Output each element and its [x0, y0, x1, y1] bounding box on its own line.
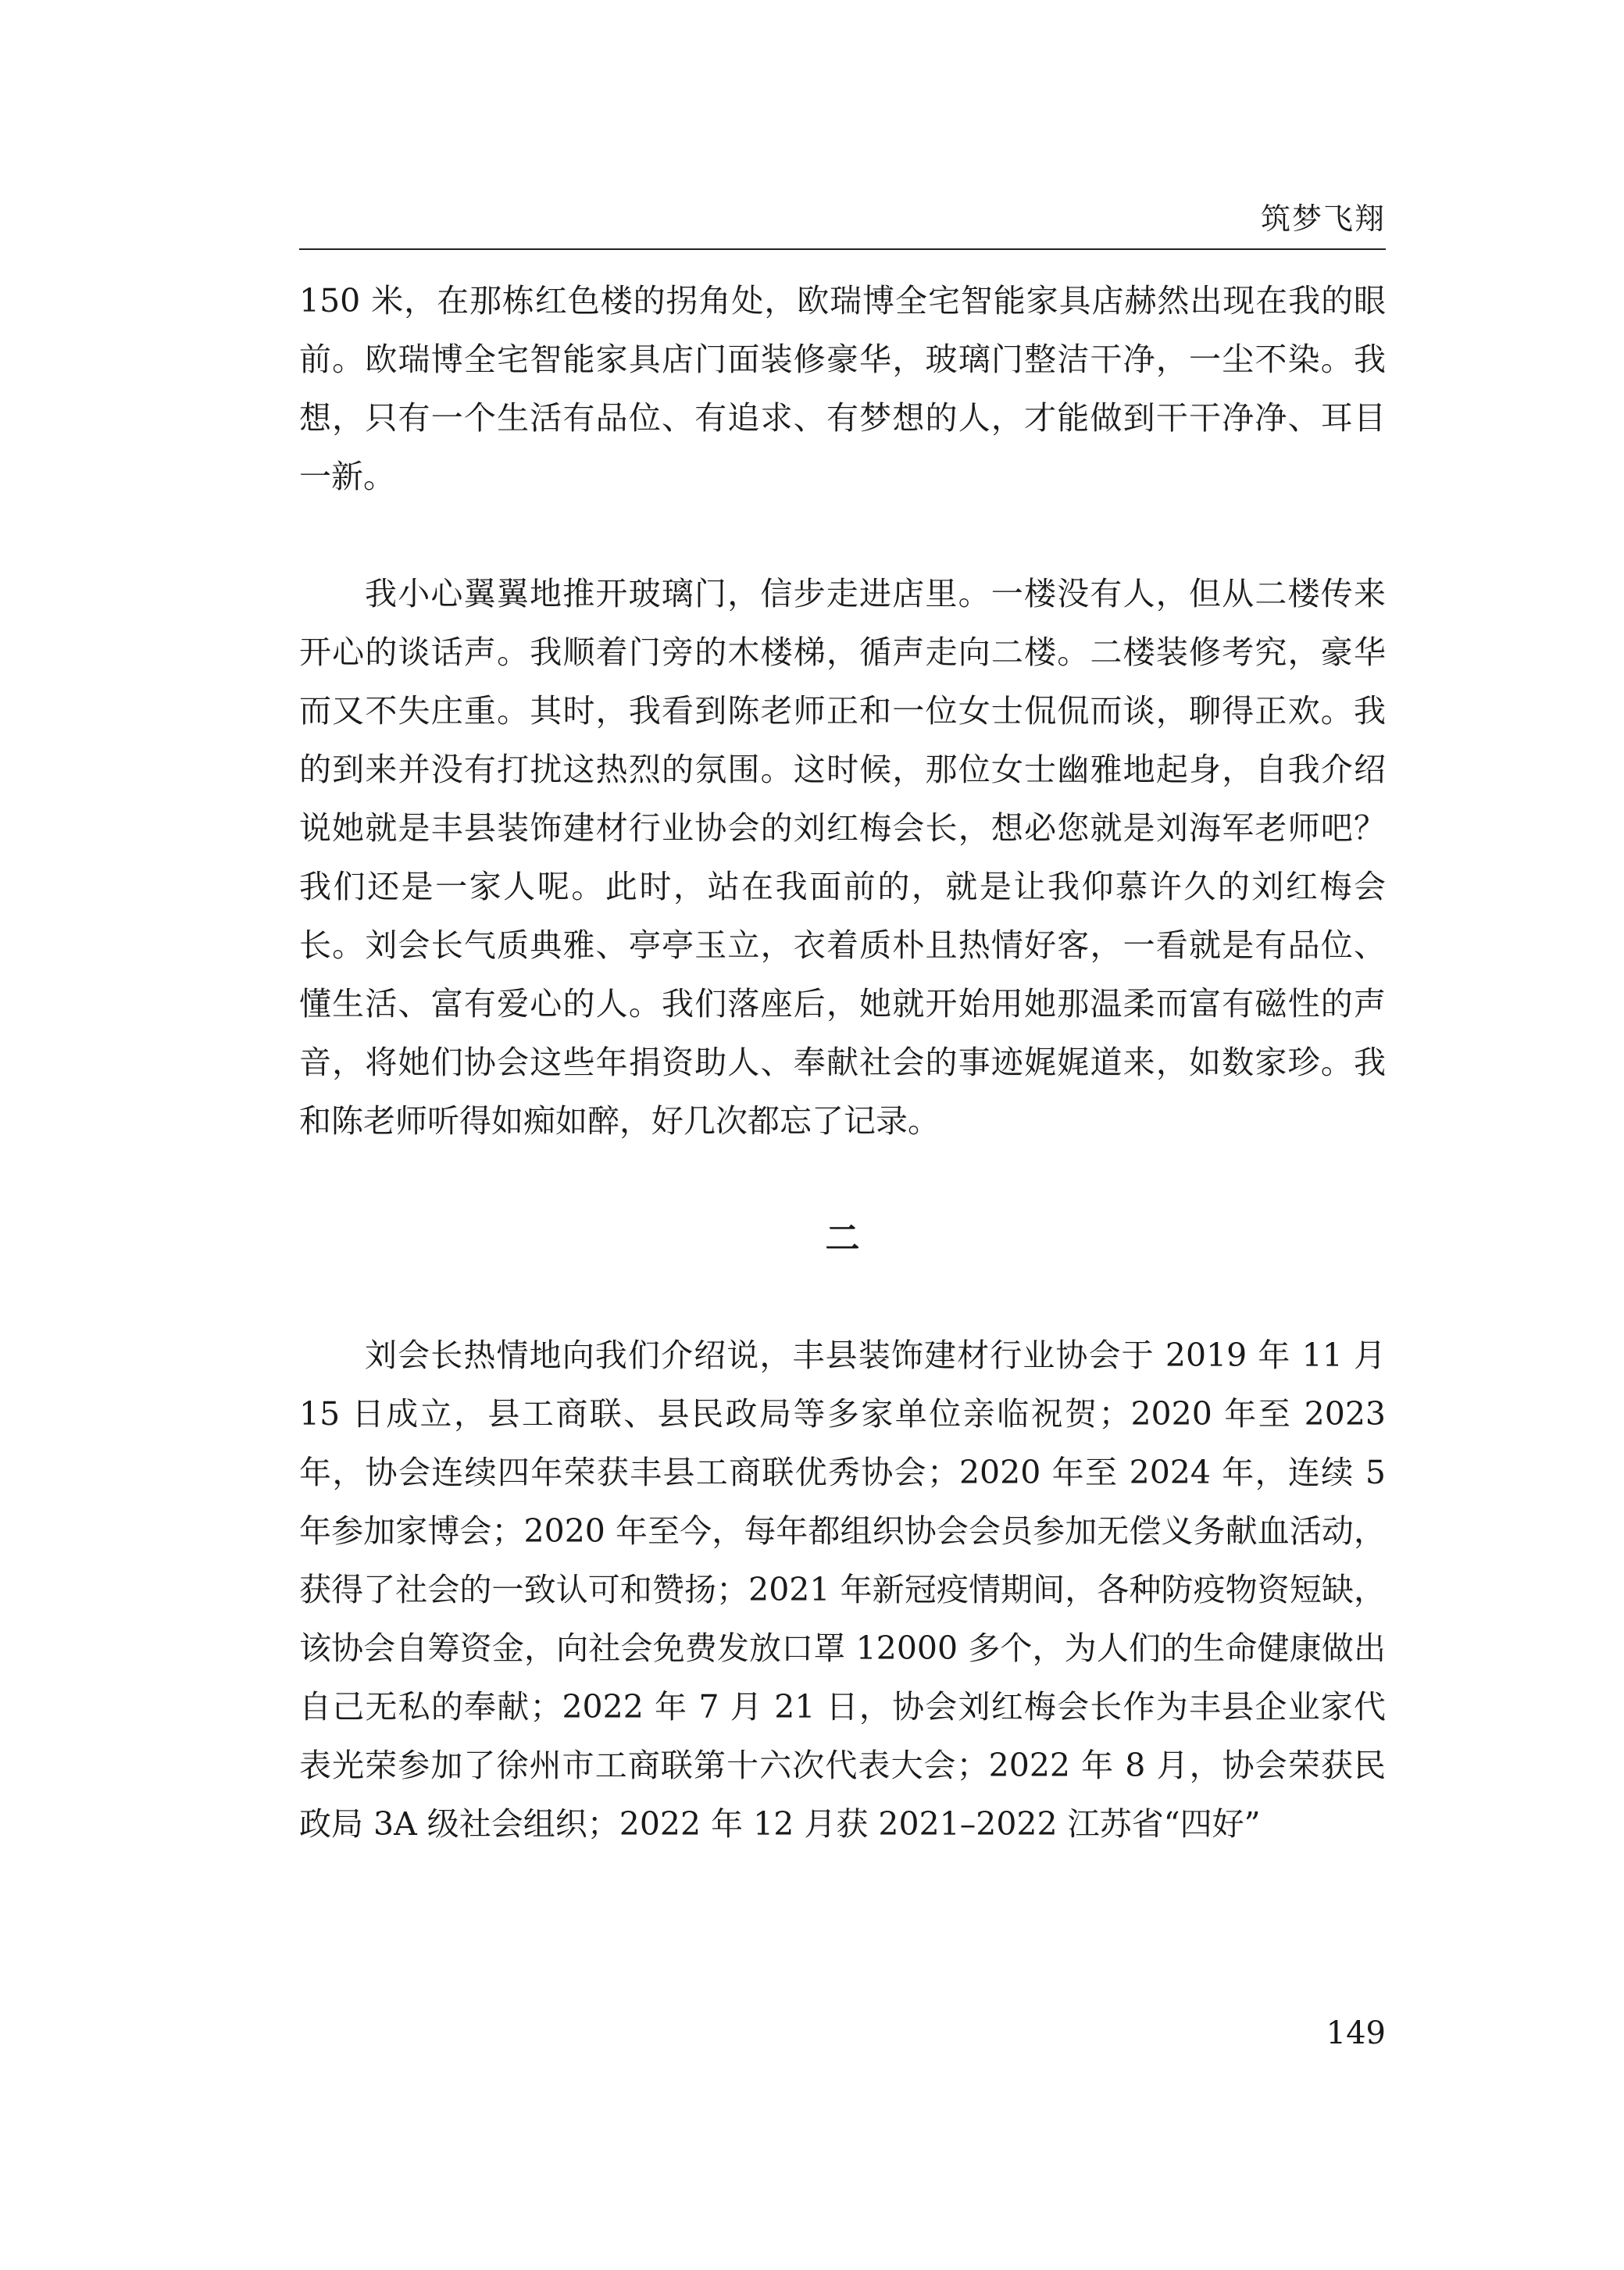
running-head: 筑梦飞翔	[1260, 202, 1386, 236]
paragraph-1: 150 米，在那栋红色楼的拐角处，欧瑞博全宅智能家具店赫然出现在我的眼前。欧瑞博全宅智能家具店门面装修豪华，玻璃门整洁干净，一尘不染。我想，只有一个生活有品位、有追求、有梦想的人，才能做到干干净净、耳目一新。	[299, 282, 1386, 495]
header-rule	[299, 248, 1386, 250]
page-number: 149	[1326, 2015, 1386, 2051]
paragraph-3: 刘会长热情地向我们介绍说，丰县装饰建材行业协会于 2019 年 11 月 15 日成立，县工商联、县民政局等多家单位亲临祝贺；2020 年至 2023 年，协会连续四年荣获丰县工商联优秀协会；2020 年至 2024 年，连续 5 年参加家博会；2020 年至今，每年都组织协会会员参加无偿义务献血活动，获得了社会的一致认可和赞扬；2021 年新冠疫情期间，各种防疫物资短缺，该协会自筹资金，向社会免费发放口罩 12000 多个，为人们的生命健康做出自己无私的奉献；2022 年 7 月 21 日，协会刘红梅会长作为丰县企业家代表光荣参加了徐州市工商联第十六次代表大会；2022 年 8 月，协会荣获民政局 3A 级社会组织；2022 年 12 月获 2021–2022 江苏省“四好”	[299, 1337, 1386, 1843]
section-number: 二	[825, 1219, 860, 1258]
paragraph-2: 我小心翼翼地推开玻璃门，信步走进店里。一楼没有人，但从二楼传来开心的谈话声。我顺着门旁的木楼梯，循声走向二楼。二楼装修考究，豪华而又不失庄重。其时，我看到陈老师正和一位女士侃侃而谈，聊得正欢。我的到来并没有打扰这热烈的氛围。这时候，那位女士幽雅地起身，自我介绍说她就是丰县装饰建材行业协会的刘红梅会长，想必您就是刘海军老师吧？我们还是一家人呢。此时，站在我面前的，就是让我仰慕许久的刘红梅会长。刘会长气质典雅、亭亭玉立，衣着质朴且热情好客，一看就是有品位、懂生活、富有爱心的人。我们落座后，她就开始用她那温柔而富有磁性的声音，将她们协会这些年捐资助人、奉献社会的事迹娓娓道来，如数家珍。我和陈老师听得如痴如醉，好几次都忘了记录。	[299, 575, 1386, 1140]
section-gap	[299, 1268, 1386, 1326]
body-text	[299, 272, 1386, 1854]
paragraph-gap	[299, 506, 1386, 565]
section-gap	[299, 1151, 1386, 1209]
